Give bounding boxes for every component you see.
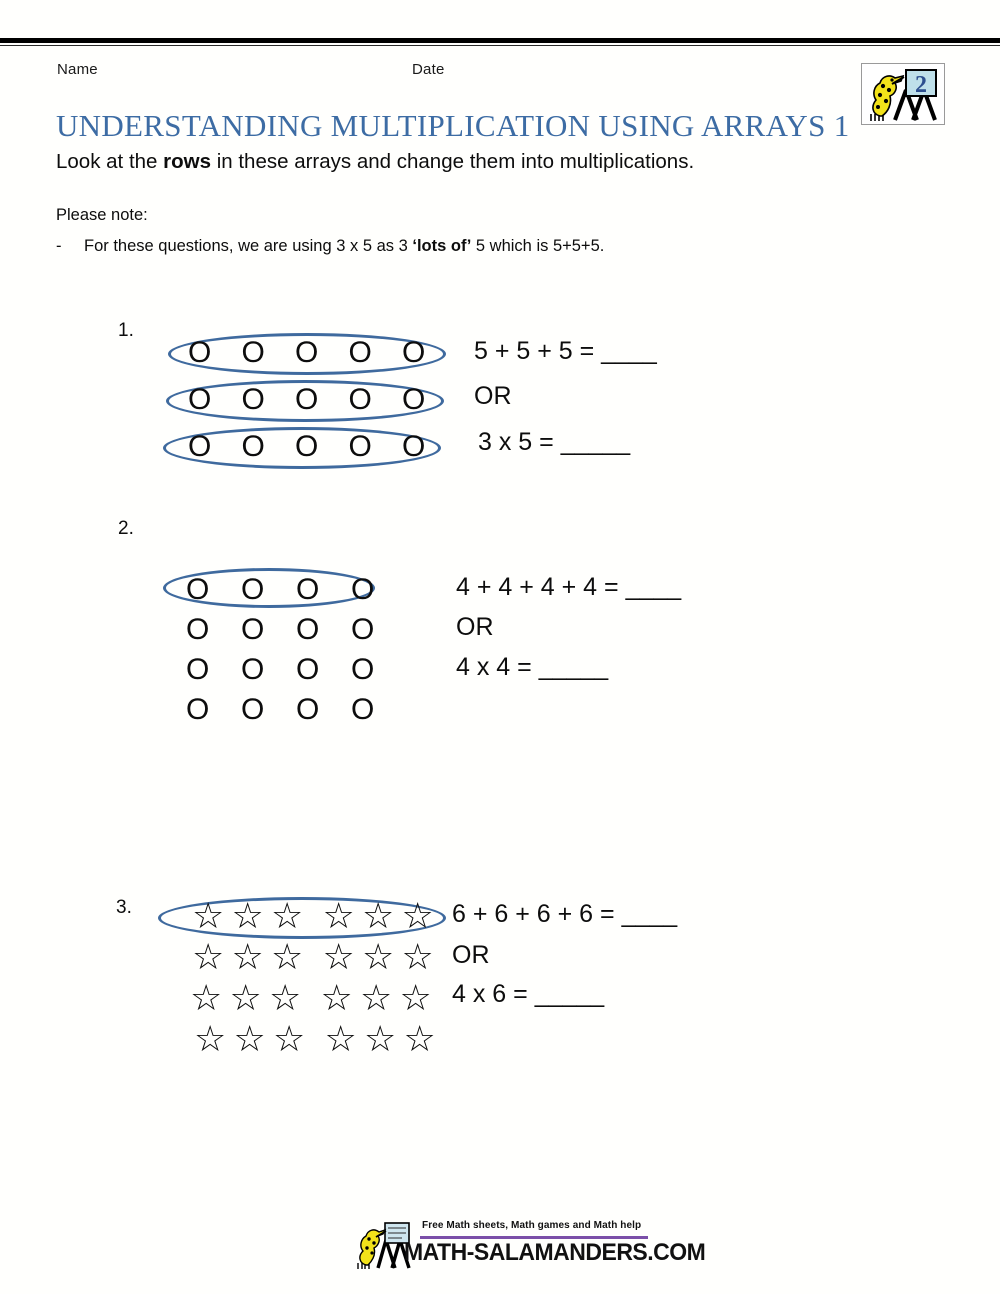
array-circle-symbol: O [186, 573, 210, 606]
grade-number: 2 [915, 72, 927, 98]
equation-line: 4 x 6 = _____ [452, 980, 605, 1008]
subtitle-part-2: in these arrays and change them into multiplications. [211, 150, 695, 173]
equation-or-connector: OR [474, 382, 512, 410]
subtitle-emphasis: rows [163, 150, 211, 173]
array-circle-symbol: O [188, 336, 212, 369]
array-star-symbol: ☆ [322, 936, 355, 977]
array-star-symbol: ☆ [362, 895, 395, 936]
date-label: Date [412, 61, 445, 78]
equation-line: 4 + 4 + 4 + 4 = ____ [456, 573, 682, 601]
page-subtitle [56, 150, 694, 174]
array-star-symbol: ☆ [401, 936, 434, 977]
array-star-symbol: ☆ [360, 977, 393, 1018]
array-circle-symbol: O [351, 573, 375, 606]
array-star-symbol: ☆ [269, 977, 302, 1018]
note-heading: Please note: [56, 206, 148, 224]
equation-line: 6 + 6 + 6 + 6 = ____ [452, 900, 678, 928]
array-star-symbol: ☆ [192, 895, 225, 936]
array-circle-symbol: O [296, 693, 320, 726]
array-circle-symbol: O [296, 653, 320, 686]
question-number: 2. [118, 518, 134, 539]
name-label: Name [57, 61, 98, 78]
page-title: UNDERSTANDING MULTIPLICATION USING ARRAYS 1 [56, 108, 850, 143]
question-number: 3. [116, 897, 132, 918]
array-star-symbol: ☆ [401, 895, 434, 936]
array-star-symbol: ☆ [190, 977, 223, 1018]
salamander-grade-icon [862, 64, 944, 124]
array-circle-symbol: O [402, 383, 426, 416]
array-star-symbol: ☆ [194, 1018, 227, 1059]
array-circle-symbol: O [348, 383, 372, 416]
equation-or-connector: OR [452, 941, 490, 969]
array-star-symbol: ☆ [192, 936, 225, 977]
array-star-symbol: ☆ [320, 977, 353, 1018]
equation-line: 4 x 4 = _____ [456, 653, 609, 681]
note-part-2: 5 which is 5+5+5. [471, 237, 605, 255]
array-circle-symbol: O [241, 653, 265, 686]
equation-line: 3 x 5 = _____ [478, 428, 631, 456]
array-circle-symbol: O [351, 613, 375, 646]
array-circle-symbol: O [241, 573, 265, 606]
array-circle-symbol: O [295, 383, 319, 416]
question-number: 1. [118, 320, 134, 341]
array-star-symbol: ☆ [229, 977, 262, 1018]
array-star-symbol: ☆ [271, 936, 304, 977]
array-circle-symbol: O [351, 693, 375, 726]
page-top-rule [0, 38, 1000, 43]
array-circle-symbol: O [241, 693, 265, 726]
array-circle-symbol: O [241, 430, 265, 463]
array-star-symbol: ☆ [273, 1018, 306, 1059]
array-circle-symbol: O [188, 383, 212, 416]
array-circle-symbol: O [295, 430, 319, 463]
array-star-symbol: ☆ [231, 936, 264, 977]
note-emphasis: ‘lots of’ [412, 237, 472, 255]
array-circle-symbol: O [186, 653, 210, 686]
array-circle-symbol: O [241, 383, 265, 416]
array-circle-symbol: O [186, 613, 210, 646]
note-part-1: For these questions, we are using 3 x 5 as 3 [84, 237, 413, 255]
array-star-symbol: ☆ [231, 895, 264, 936]
array-circle-symbol: O [351, 653, 375, 686]
array-star-symbol: ☆ [271, 895, 304, 936]
array-circle-symbol: O [186, 693, 210, 726]
note-bullet-dash: - [56, 237, 62, 255]
array-circle-symbol: O [402, 336, 426, 369]
page-top-rule-thin [0, 45, 1000, 46]
page-footer [352, 1216, 706, 1274]
array-circle-symbol: O [188, 430, 212, 463]
equation-line: 5 + 5 + 5 = ____ [474, 337, 657, 365]
array-star-symbol: ☆ [362, 936, 395, 977]
footer-site-name: MATH-SALAMANDERS.COM [404, 1238, 706, 1266]
array-star-symbol: ☆ [403, 1018, 436, 1059]
grade-level-logo [861, 63, 945, 125]
array-star-symbol: ☆ [324, 1018, 357, 1059]
array-circle-symbol: O [402, 430, 426, 463]
note-body [84, 237, 604, 256]
array-star-symbol: ☆ [364, 1018, 397, 1059]
array-circle-symbol: O [241, 613, 265, 646]
array-circle-symbol: O [296, 613, 320, 646]
array-star-symbol: ☆ [322, 895, 355, 936]
array-circle-symbol: O [296, 573, 320, 606]
array-star-symbol: ☆ [233, 1018, 266, 1059]
equation-or-connector: OR [456, 613, 494, 641]
array-circle-symbol: O [348, 430, 372, 463]
array-circle-symbol: O [241, 336, 265, 369]
array-star-symbol: ☆ [399, 977, 432, 1018]
array-circle-symbol: O [295, 336, 319, 369]
subtitle-part-1: Look at the [56, 150, 164, 173]
array-circle-symbol: O [348, 336, 372, 369]
footer-tagline: Free Math sheets, Math games and Math help [422, 1220, 642, 1231]
